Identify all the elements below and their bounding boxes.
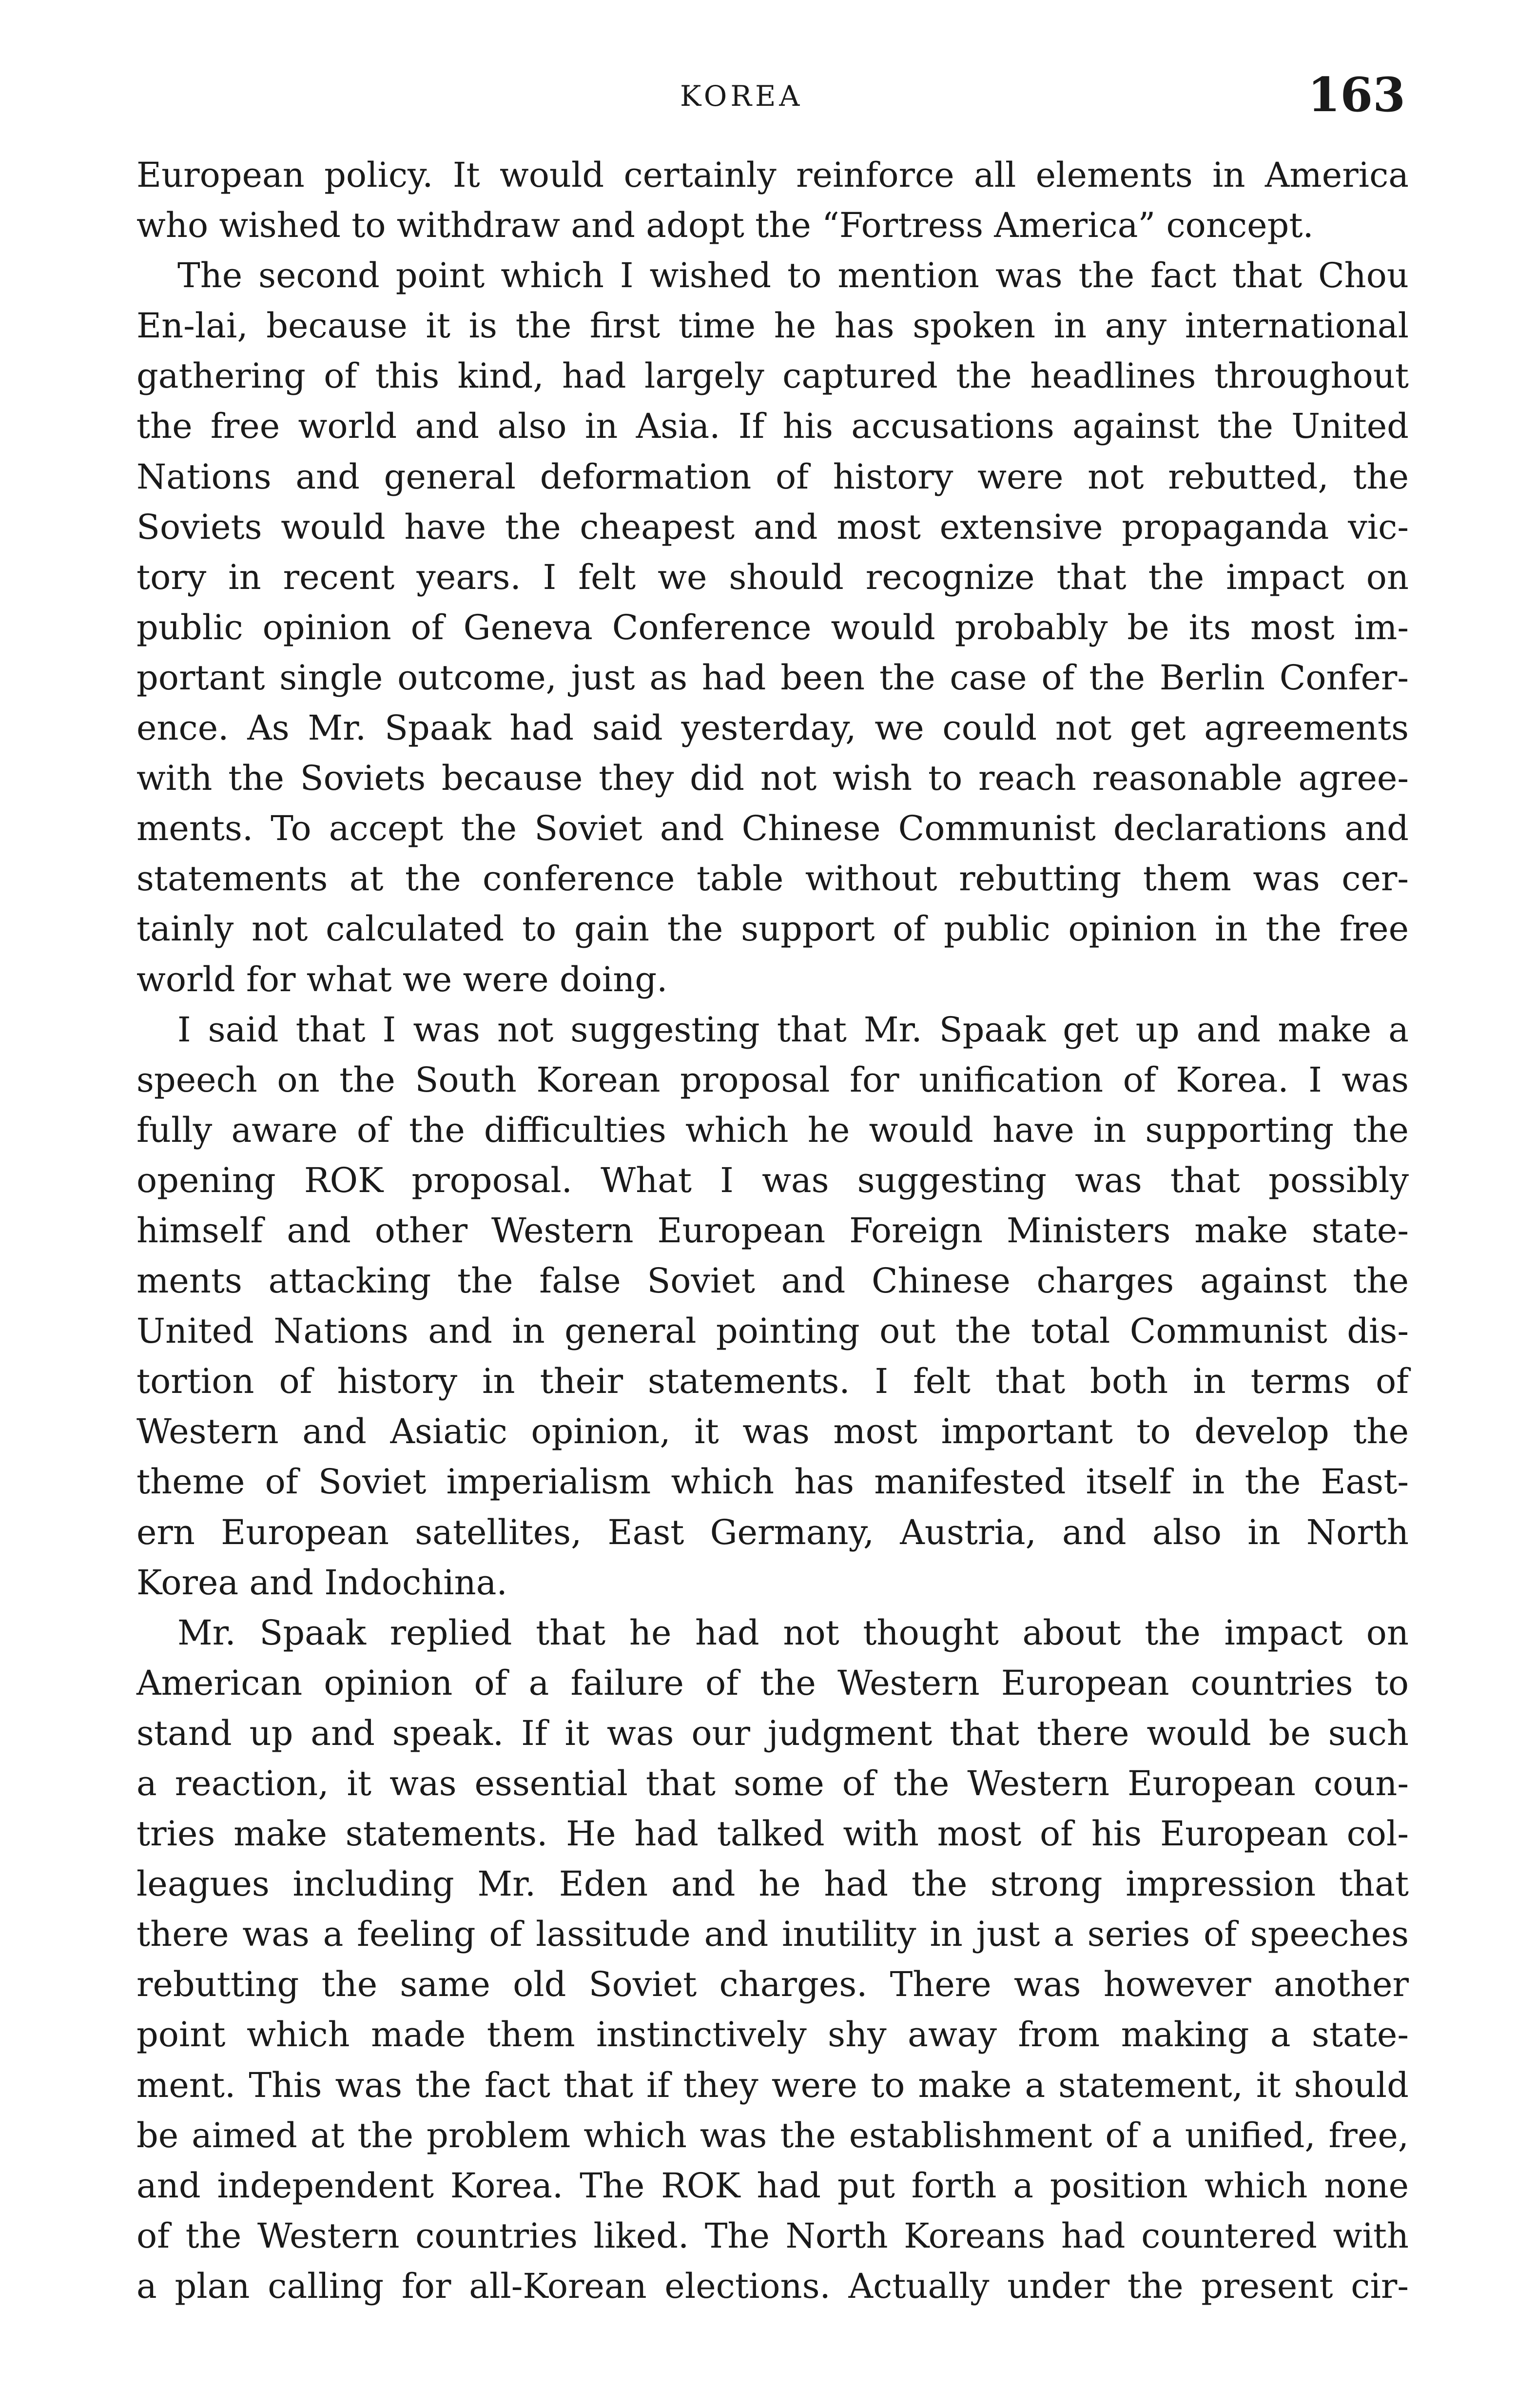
text-line: gathering of this kind, had largely captured the headlines throughout bbox=[136, 356, 1409, 396]
page-number: 163 bbox=[1307, 67, 1405, 122]
body-text bbox=[136, 150, 1409, 2311]
text-line: I said that I was not suggesting that Mr. Spaak get up and make a bbox=[177, 1009, 1409, 1050]
text-line: world for what we were doing. bbox=[136, 959, 668, 999]
text-line: opening ROK proposal. What I was suggesting was that possibly bbox=[136, 1160, 1409, 1200]
text-line: himself and other Western European Foreign Ministers make state- bbox=[136, 1210, 1409, 1251]
text-line: fully aware of the difficulties which he would have in supporting the bbox=[136, 1110, 1409, 1150]
text-line: tortion of history in their statements. I felt that both in terms of bbox=[136, 1361, 1409, 1402]
text-line: be aimed at the problem which was the establishment of a unified, free, bbox=[136, 2115, 1409, 2155]
text-line: and independent Korea. The ROK had put forth a position which none bbox=[136, 2165, 1409, 2206]
text-line: ence. As Mr. Spaak had said yesterday, we could not get agreements bbox=[136, 708, 1409, 748]
text-line: tries make statements. He had talked with most of his European col- bbox=[136, 1814, 1409, 1854]
paragraph bbox=[136, 150, 1409, 251]
text-line: The second point which I wished to mention was the fact that Chou bbox=[177, 255, 1409, 296]
text-line: En-lai, because it is the first time he has spoken in any international bbox=[136, 306, 1409, 346]
text-line: Soviets would have the cheapest and most extensive propaganda vic- bbox=[136, 507, 1409, 547]
text-line: tory in recent years. I felt we should recognize that the impact on bbox=[136, 557, 1409, 597]
section-title: KOREA bbox=[680, 79, 803, 113]
text-line: public opinion of Geneva Conference would probably be its most im- bbox=[136, 607, 1409, 647]
text-line: there was a feeling of lassitude and inutility in just a series of speeches bbox=[136, 1914, 1409, 1955]
text-line: who wished to withdraw and adopt the “Fortress America” concept. bbox=[136, 205, 1314, 246]
paragraph bbox=[136, 1608, 1409, 2311]
paragraph bbox=[136, 251, 1409, 1004]
text-line: rebutting the same old Soviet charges. There was however another bbox=[136, 1964, 1409, 2005]
text-line: theme of Soviet imperialism which has manifested itself in the East- bbox=[136, 1462, 1409, 1502]
text-line: ments attacking the false Soviet and Chinese charges against the bbox=[136, 1261, 1409, 1301]
text-line: a plan calling for all-Korean elections. Actually under the present cir- bbox=[136, 2266, 1409, 2306]
text-line: point which made them instinctively shy away from making a state- bbox=[136, 2015, 1409, 2055]
text-line: statements at the conference table without rebutting them was cer- bbox=[136, 859, 1409, 899]
text-line: ern European satellites, East Germany, Austria, and also in North bbox=[136, 1512, 1409, 1552]
paragraph bbox=[136, 1005, 1409, 1608]
text-line: a reaction, it was essential that some of the Western European coun- bbox=[136, 1763, 1409, 1803]
text-line: European policy. It would certainly reinforce all elements in America bbox=[136, 155, 1409, 195]
text-line: American opinion of a failure of the Western European countries to bbox=[136, 1663, 1409, 1703]
text-line: of the Western countries liked. The North Koreans had countered with bbox=[136, 2215, 1409, 2256]
text-line: United Nations and in general pointing out the total Communist dis- bbox=[136, 1311, 1409, 1351]
text-line: speech on the South Korean proposal for unification of Korea. I was bbox=[136, 1059, 1409, 1100]
text-line: tainly not calculated to gain the support of public opinion in the free bbox=[136, 909, 1409, 949]
text-line: Western and Asiatic opinion, it was most important to develop the bbox=[136, 1411, 1409, 1452]
text-line: leagues including Mr. Eden and he had the strong impression that bbox=[136, 1864, 1409, 1904]
text-line: ments. To accept the Soviet and Chinese Communist declarations and bbox=[136, 808, 1409, 849]
text-line: stand up and speak. If it was our judgment that there would be such bbox=[136, 1713, 1409, 1753]
text-line: with the Soviets because they did not wish to reach reasonable agree- bbox=[136, 758, 1409, 799]
text-line: ment. This was the fact that if they were to make a statement, it should bbox=[136, 2065, 1409, 2105]
text-line: Korea and Indochina. bbox=[136, 1562, 507, 1603]
text-line: Nations and general deformation of history were not rebutted, the bbox=[136, 456, 1409, 497]
text-line: portant single outcome, just as had been the case of the Berlin Confer- bbox=[136, 657, 1409, 698]
text-line: Mr. Spaak replied that he had not thought about the impact on bbox=[177, 1612, 1409, 1653]
running-head bbox=[0, 68, 1536, 127]
text-line: the free world and also in Asia. If his accusations against the United bbox=[136, 406, 1409, 447]
